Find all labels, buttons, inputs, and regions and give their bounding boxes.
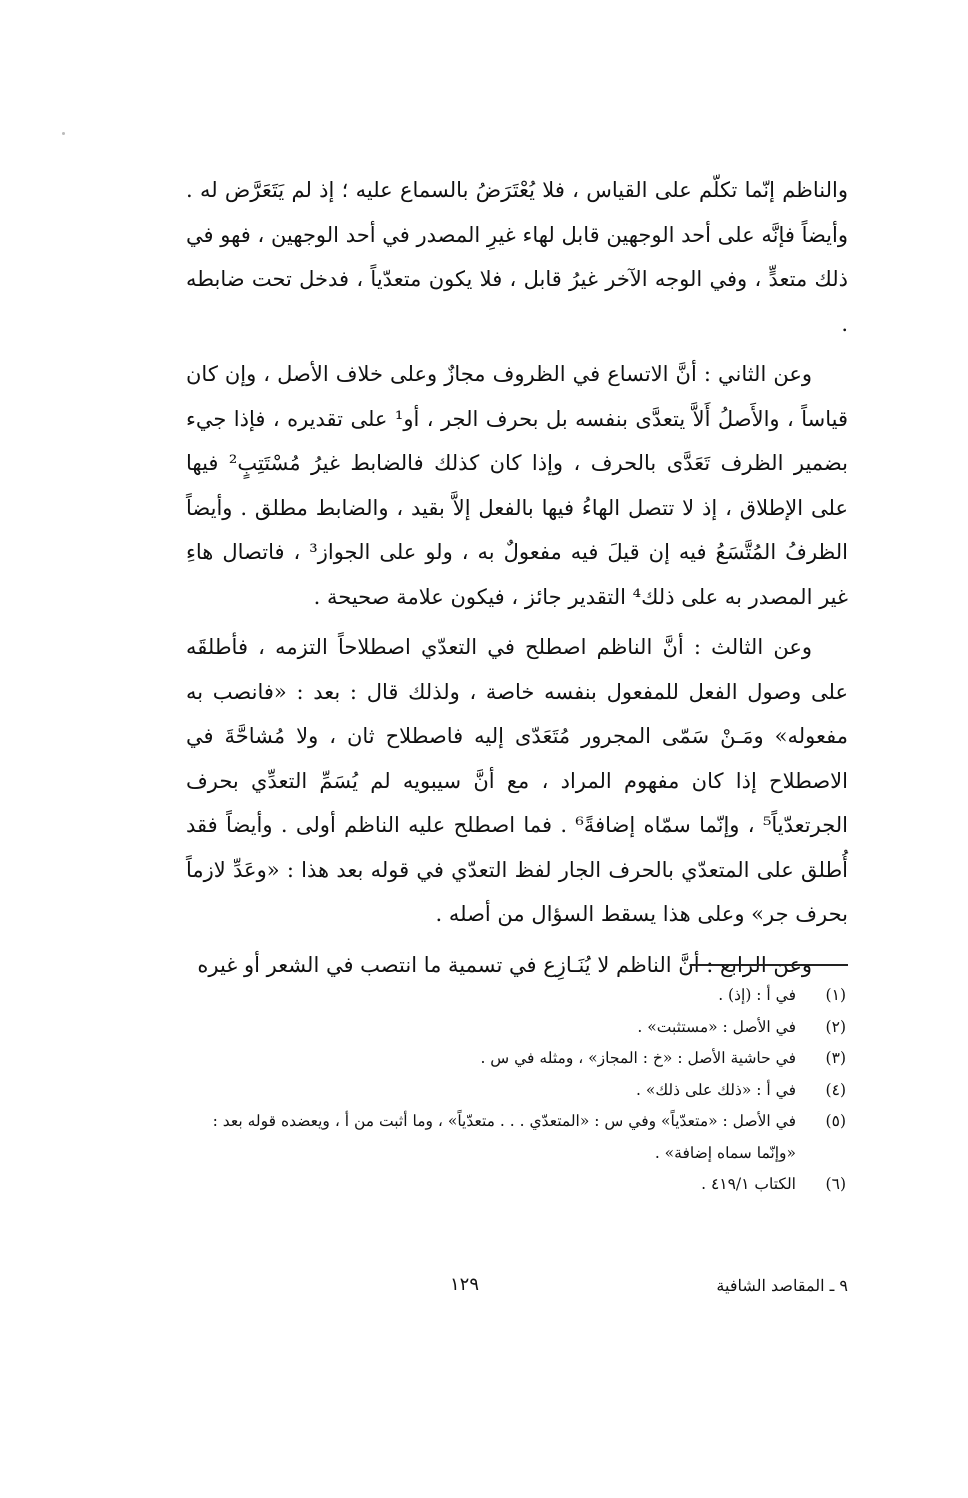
signature-mark: ٩ ـ المقاصد الشافية [716,1276,848,1295]
footnote-item [178,1012,848,1044]
footnote-number: (٢) [825,1017,846,1036]
footnote-item [178,980,848,1012]
paragraph-3: وعن الثالث : أنَّ الناظم اصطلح في التعدّي اصطلاحاً التزمه ، فأطلقَه على وصول الفعل للمفعول بنفسه خاصة ، ولذلك قال : بعد : «فانصب به مفعوله» ومَـنْ سَمّى المجرور مُتَعَدّى إليه فاصطلاح ثان ، ولا مُشاحَّةَ في الاصطلاح إذا كان مفهوم المراد ، مع أنَّ سيبويه لم يُسَمِّ التعدِّي بحرف الجرتعدّياً⁵ ، وإنّما سمّاه إضافةً⁶ . فما اصطلح عليه الناظم أولى . وأيضاً فقد أُطلق على المتعدّي بالحرف الجار لفظ التعدّي في قوله بعد هذا : «وعَدِّ لازماً بحرف جر» وعلى هذا يسقط السؤال من أصله . [186,635,848,926]
footnote-text: الكتاب ٤١٩/١ . [701,1175,796,1193]
footnote-number: (٦) [825,1175,846,1193]
footnote-text: في حاشية الأصل : «خ : المجاز» ، ومثله في س . [480,1049,796,1067]
scan-artifact [62,132,65,135]
footnote-text: في أ : «ذلك على ذلك» . [636,1080,796,1099]
paragraph-1: والناظم إنّما تكلّم على القياس ، فلا يُعْتَرَضُ بالسماع عليه ؛ إذ لم يَتَعَرَّض له . وأيضاً فإنَّه على أحد الوجهين قابل لهاء غيرِ المصدر في أحد الوجهين ، فهو في ذلك متعدٍّ ، وفي الوجه الآخر غيرُ قابل ، فلا يكون متعدّياً ، فدخل تحت ضابطه . [186,178,848,336]
footnote-text: في أ : (إذ) . [718,986,796,1004]
footnote-number: (١) [825,986,846,1004]
page-footer [400,1276,848,1306]
main-text-body [186,168,848,993]
footnote-separator [690,964,848,966]
page-number: ١٢٩ [450,1274,480,1295]
footnote-number: (٥) [825,1112,846,1130]
footnote-number: (٣) [825,1049,846,1067]
footnote-number: (٤) [825,1080,846,1099]
paragraph-4: وعن الرابع : أنَّ الناظم لا يُنَـازِع في تسمية ما انتصب في الشعر أو غيره [197,952,812,977]
footnotes [178,980,848,1201]
footnote-text: في الأصل : «مستثبت» . [637,1017,796,1036]
footnote-text: في الأصل : «متعدّياً» وفي س : «المتعدّي . . . متعدّياً» ، وما أثبت من أ ، ويعضده قوله بعد : «وإنّما سماه إضافة» . [212,1112,796,1162]
footnote-item [178,1075,848,1107]
footnote-item [178,1106,848,1169]
footnote-item [178,1043,848,1075]
paragraph-2: وعن الثاني : أنَّ الاتساع في الظروف مجازٌ وعلى خلاف الأصل ، وإن كان قياساً ، والأَصلُ أَلاَّ يتعدَّى بنفسه بل بحرف الجر ، أو¹ على تقديره ، فإذا جيء بضمير الظرف تَعَدَّى بالحرف ، وإذا كان كذلك فالضابط غيرُ مُسْتَتِبٍ² فيها على الإطلاق ، إذ لا تتصل الهاءُ فيها بالفعل إلاَّ بقيد ، والضابط مطلق . وأيضاً الظرفُ المُتَّسَعُ فيه إن قيلَ فيه مفعولٌ به ، ولو على الجواز³ ، فاتصال هاءِ غير المصدر به على ذلك⁴ التقدير جائز ، فيكون علامة صحيحة . [186,362,848,609]
footnote-item [178,1169,848,1201]
